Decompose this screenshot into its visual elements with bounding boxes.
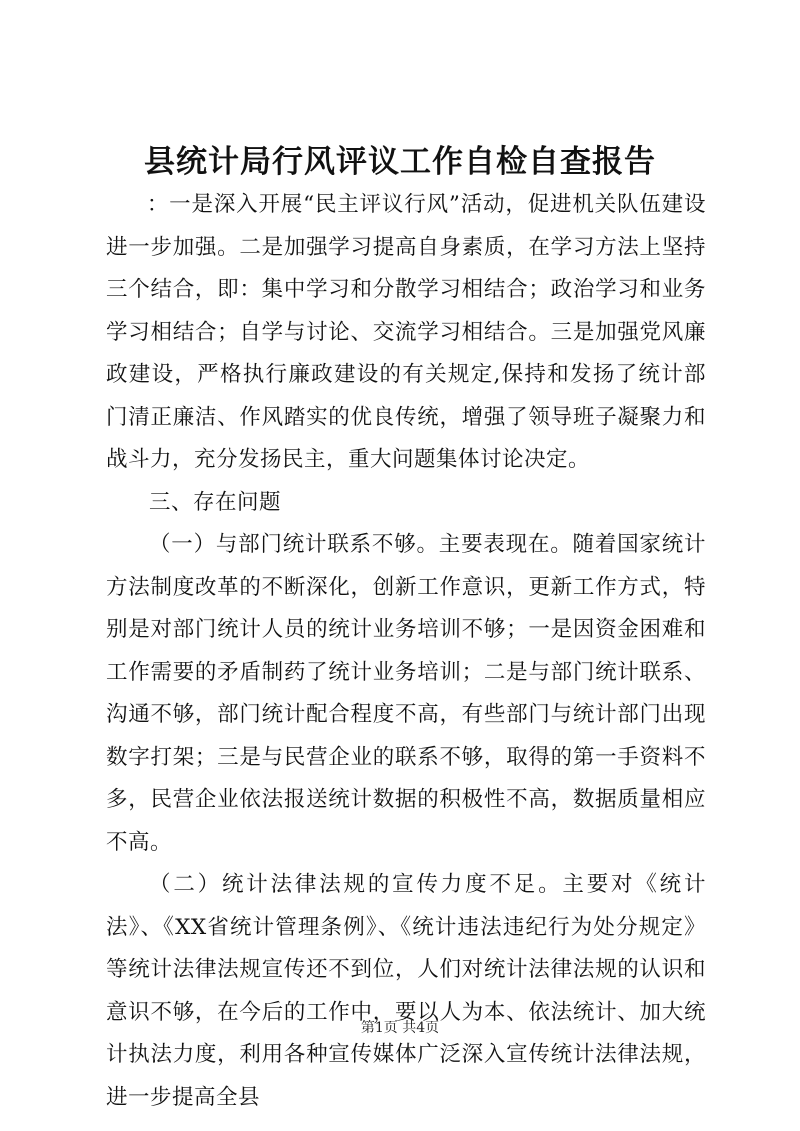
document-body — [106, 184, 706, 1119]
document-title: 县统计局行风评议工作自检自查报告 — [144, 144, 656, 180]
paragraph-intro: ：一是深入开展“民主评议行风”活动，促进机关队伍建设进一步加强。二是加强学习提高自身素质，在学习方法上坚持三个结合，即：集中学习和分散学习相结合；政治学习和业务学习相结合；自学与讨论、交流学习相结合。三是加强党风廉政建设，严格执行廉政建设的有关规定,保持和发扬了统计部门清正廉洁、作风踏实的优良传统，增强了领导班子凝聚力和战斗力，充分发扬民主，重大问题集体讨论决定。 — [106, 192, 706, 472]
paragraph-problem-one: （一）与部门统计联系不够。主要表现在。随着国家统计方法制度改革的不断深化，创新工作意识，更新工作方式，特别是对部门统计人员的统计业务培训不够；一是因资金困难和工作需要的矛盾制药了统计业务培训；二是与部门统计联系、沟通不够，部门统计配合程度不高，有些部门与统计部门出现数字打架；三是与民营企业的联系不够，取得的第一手资料不多，民营企业依法报送统计数据的积极性不高，数据质量相应不高。 — [106, 532, 706, 855]
paragraph-problem-two: （二）统计法律法规的宣传力度不足。主要对《统计法》、《XX省统计管理条例》、《统计违法违纪行为处分规定》等统计法律法规宣传还不到位，人们对统计法律法规的认识和意识不够，在今后的工作中，要以人为本、依法统计、加大统计执法力度，利用各种宣传媒体广泛深入宣传统计法律法规，进一步提高全县 — [106, 872, 706, 1110]
page-number-footer: 第1页 共4页 — [360, 1020, 440, 1036]
section-heading-problems: 三、存在问题 — [149, 489, 282, 515]
